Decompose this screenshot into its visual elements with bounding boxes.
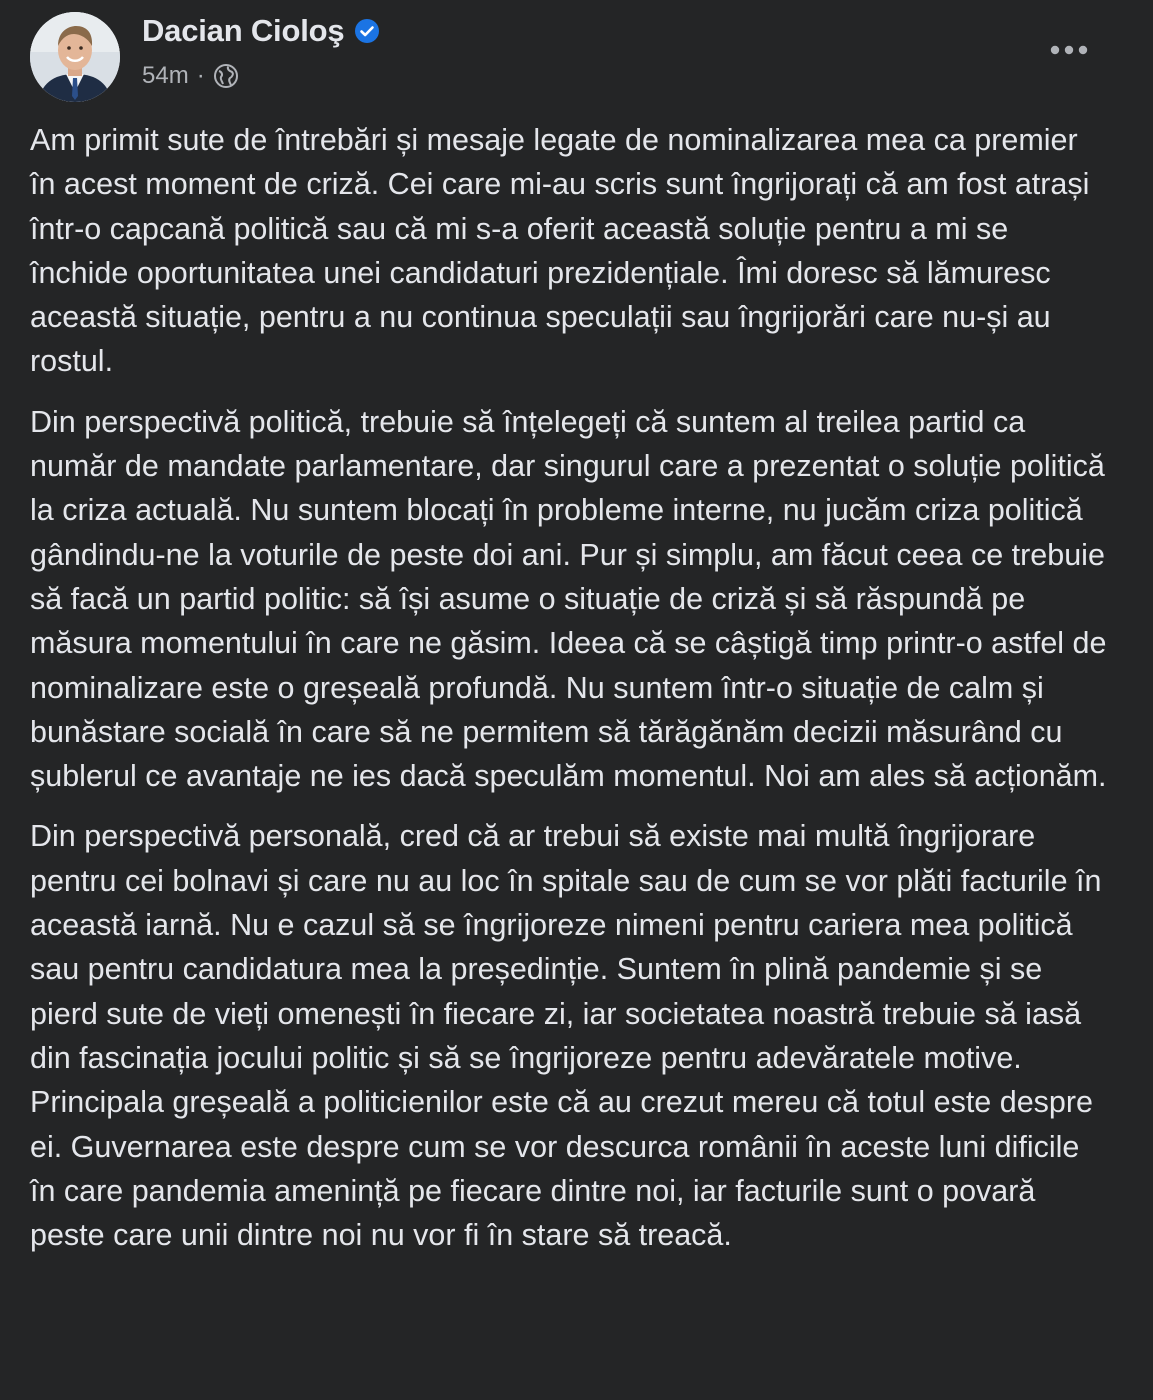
post-timestamp[interactable]: 54m: [142, 62, 189, 89]
more-options-icon: [1049, 44, 1089, 56]
post-body: [30, 118, 1110, 1273]
globe-icon[interactable]: [213, 63, 239, 89]
separator-dot: ·: [196, 62, 205, 89]
more-options-button[interactable]: [1041, 30, 1097, 70]
post-paragraph-3: Din perspectivă personală, cred că ar trebui să existe mai multă îngrijorare pentru cei bolnavi și care nu au loc în spitale sau de cum se vor plăti facturile în această iarnă. Nu e cazul să se îngrijoreze nimeni pentru cariera mea politică sau pentru candidatura mea la președinție. Suntem în plină pandemie și se pierd sute de vieți omenești în fiecare zi, iar societatea noastră trebuie să iasă din fascinația jocului politic și să se îngrijoreze pentru adevăratele motive. Principala greșeală a politicienilor este că au crezut mereu că totul este despre ei. Guvernarea este despre cum se vor descurca românii în aceste luni dificile în care pandemia amenință pe fiecare dintre noi, iar facturile sunt o povară peste care unii dintre noi nu vor fi în stare să treacă.: [30, 819, 1102, 1253]
post-header: [30, 12, 380, 102]
author-name[interactable]: Dacian Cioloş: [142, 13, 345, 48]
verified-badge-icon: [354, 18, 380, 44]
post-paragraph-1: Am primit sute de întrebări și mesaje legate de nominalizarea mea ca premier în acest moment de criză. Cei care mi-au scris sunt îngrijorați că am fost atrași într-o capcană politică sau că mi s-a oferit această soluție pentru a mi se închide oportunitatea unei candidaturi prezidențiale. Îmi doresc să lămuresc această situație, pentru a nu continua speculații sau îngrijorări care nu-și au rostul.: [30, 123, 1090, 379]
avatar-photo-icon: [30, 12, 120, 102]
post-paragraph-2: Din perspectivă politică, trebuie să înțelegeți că suntem al treilea partid ca număr de mandate parlamentare, dar singurul care a prezentat o soluție politică la criza actuală. Nu suntem blocați în probleme interne, nu jucăm criza politică gândindu-ne la voturile de peste doi ani. Pur și simplu, am făcut ceea ce trebuie să facă un partid politic: să își asume o situație de criză și să răspundă pe măsura momentului în care ne găsim. Ideea că se câștigă timp printr-o astfel de nominalizare este o greșeală profundă. Nu suntem într-o situație de calm și bunăstare socială în care să ne permitem să tărăgănăm decizii măsurând cu șublerul ce avantaje ne ies dacă speculăm momentul. Noi am ales să acționăm.: [30, 404, 1107, 794]
author-row: [142, 12, 380, 50]
author-avatar[interactable]: [30, 12, 120, 102]
post-meta: [142, 12, 380, 90]
post-subtitle: [142, 62, 380, 90]
